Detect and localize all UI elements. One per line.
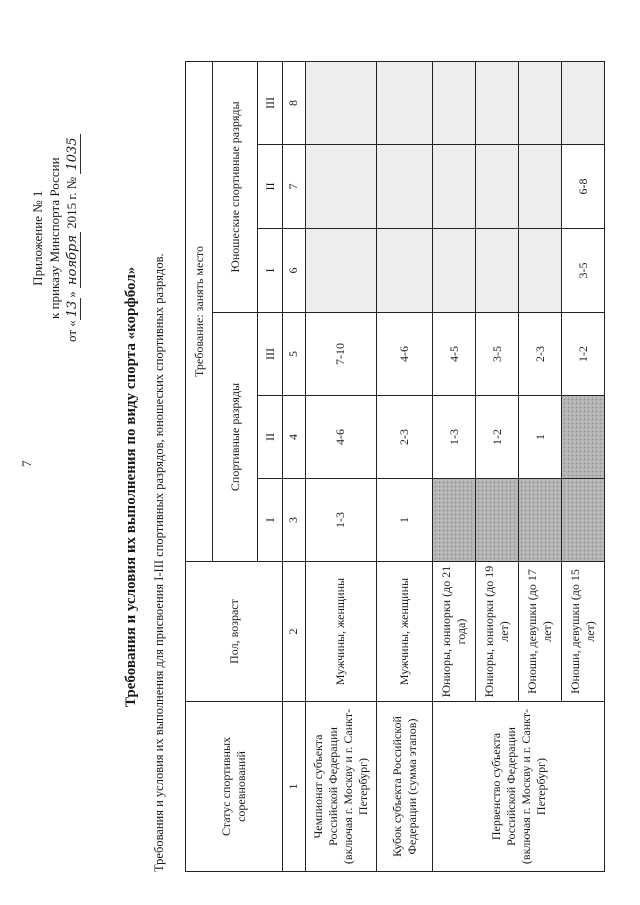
value-cell: 4-6 — [376, 313, 432, 396]
empty-cell — [476, 61, 519, 144]
gender-cell: Юноши, девушки (до 17 лет) — [519, 562, 562, 702]
header-youth-ranks: Юношеские спортивные разряды — [213, 61, 258, 312]
date-year: 2015 г. № — [64, 176, 79, 229]
empty-cell — [476, 145, 519, 229]
value-cell: 7-10 — [305, 313, 376, 396]
value-cell: 1-3 — [433, 396, 476, 479]
rank-label: I — [258, 479, 283, 562]
value-cell: 3-5 — [476, 313, 519, 396]
value-cell: 4-6 — [305, 396, 376, 479]
shaded-cell — [562, 396, 605, 479]
empty-cell — [562, 61, 605, 144]
document-subtitle: Требования и условия их выполнения для присвоения I-III спортивных разрядов, юношеских спортивных разрядов. — [152, 253, 166, 872]
shaded-cell — [519, 479, 562, 562]
empty-cell — [305, 145, 376, 229]
rank-label: I — [258, 229, 283, 313]
date-mid: » — [64, 291, 79, 298]
value-cell: 1 — [519, 396, 562, 479]
col-number: 4 — [283, 396, 306, 479]
col-number: 1 — [283, 702, 306, 872]
gender-cell: Мужчины, женщины — [305, 562, 376, 702]
rotated-document — [15, 17, 625, 887]
value-cell: 3-5 — [562, 229, 605, 313]
rank-label: III — [258, 313, 283, 396]
col-number: 3 — [283, 479, 306, 562]
empty-cell — [376, 229, 432, 313]
status-cell: Кубок субъекта Российской Федерации (сумма этапов) — [376, 702, 432, 872]
rank-label: III — [258, 61, 283, 144]
value-cell: 1-2 — [562, 313, 605, 396]
appendix-line2: к приказу Минспорта России — [47, 157, 62, 319]
col-number: 5 — [283, 313, 306, 396]
shaded-cell — [476, 479, 519, 562]
header-status: Статус спортивных соревнований — [186, 702, 283, 872]
gender-cell: Мужчины, женщины — [376, 562, 432, 702]
document-title: Требования и условия их выполнения по виду спорта «корфбол» — [123, 266, 139, 707]
empty-cell — [519, 145, 562, 229]
rank-label: II — [258, 396, 283, 479]
table-row — [305, 61, 376, 871]
table-row — [433, 61, 476, 871]
value-cell: 6-8 — [562, 145, 605, 229]
gender-cell: Юниоры, юниорки (до 19 лет) — [476, 562, 519, 702]
table-row — [376, 61, 432, 871]
status-cell: Первенство субъекта Российской Федерации (включая г. Москву и г. Санкт-Петербург) — [433, 702, 605, 872]
requirements-table — [185, 61, 605, 872]
empty-cell — [519, 229, 562, 313]
order-number: 1035 — [65, 134, 81, 173]
empty-cell — [433, 229, 476, 313]
appendix-date-line — [63, 134, 81, 342]
appendix-line1: Приложение № 1 — [30, 190, 45, 286]
empty-cell — [476, 229, 519, 313]
shaded-cell — [562, 479, 605, 562]
date-prefix: от « — [64, 320, 79, 342]
col-number: 7 — [283, 145, 306, 229]
status-cell: Чемпионат субъекта Российской Федерации (включая г. Москву и г. Санкт-Петербург) — [305, 702, 376, 872]
empty-cell — [305, 61, 376, 144]
empty-cell — [376, 145, 432, 229]
page-number: 7 — [19, 460, 34, 467]
rank-label: II — [258, 145, 283, 229]
empty-cell — [376, 61, 432, 144]
value-cell: 2-3 — [376, 396, 432, 479]
date-day: 13 — [65, 298, 81, 321]
gender-cell: Юниоры, юниорки (до 21 года) — [433, 562, 476, 702]
col-number: 6 — [283, 229, 306, 313]
header-requirement: Требование: занять место — [186, 61, 213, 561]
value-cell: 4-5 — [433, 313, 476, 396]
col-number: 2 — [283, 562, 306, 702]
header-sport-ranks: Спортивные разряды — [213, 313, 258, 562]
value-cell: 1 — [376, 479, 432, 562]
value-cell: 1-2 — [476, 396, 519, 479]
empty-cell — [305, 229, 376, 313]
empty-cell — [433, 61, 476, 144]
empty-cell — [433, 145, 476, 229]
date-month: ноября — [65, 232, 81, 288]
shaded-cell — [433, 479, 476, 562]
gender-cell: Юноши, девушки (до 15 лет) — [562, 562, 605, 702]
col-number: 8 — [283, 61, 306, 144]
header-gender: Пол, возраст — [186, 562, 283, 702]
appendix-block — [29, 134, 81, 342]
empty-cell — [519, 61, 562, 144]
value-cell: 1-3 — [305, 479, 376, 562]
value-cell: 2-3 — [519, 313, 562, 396]
